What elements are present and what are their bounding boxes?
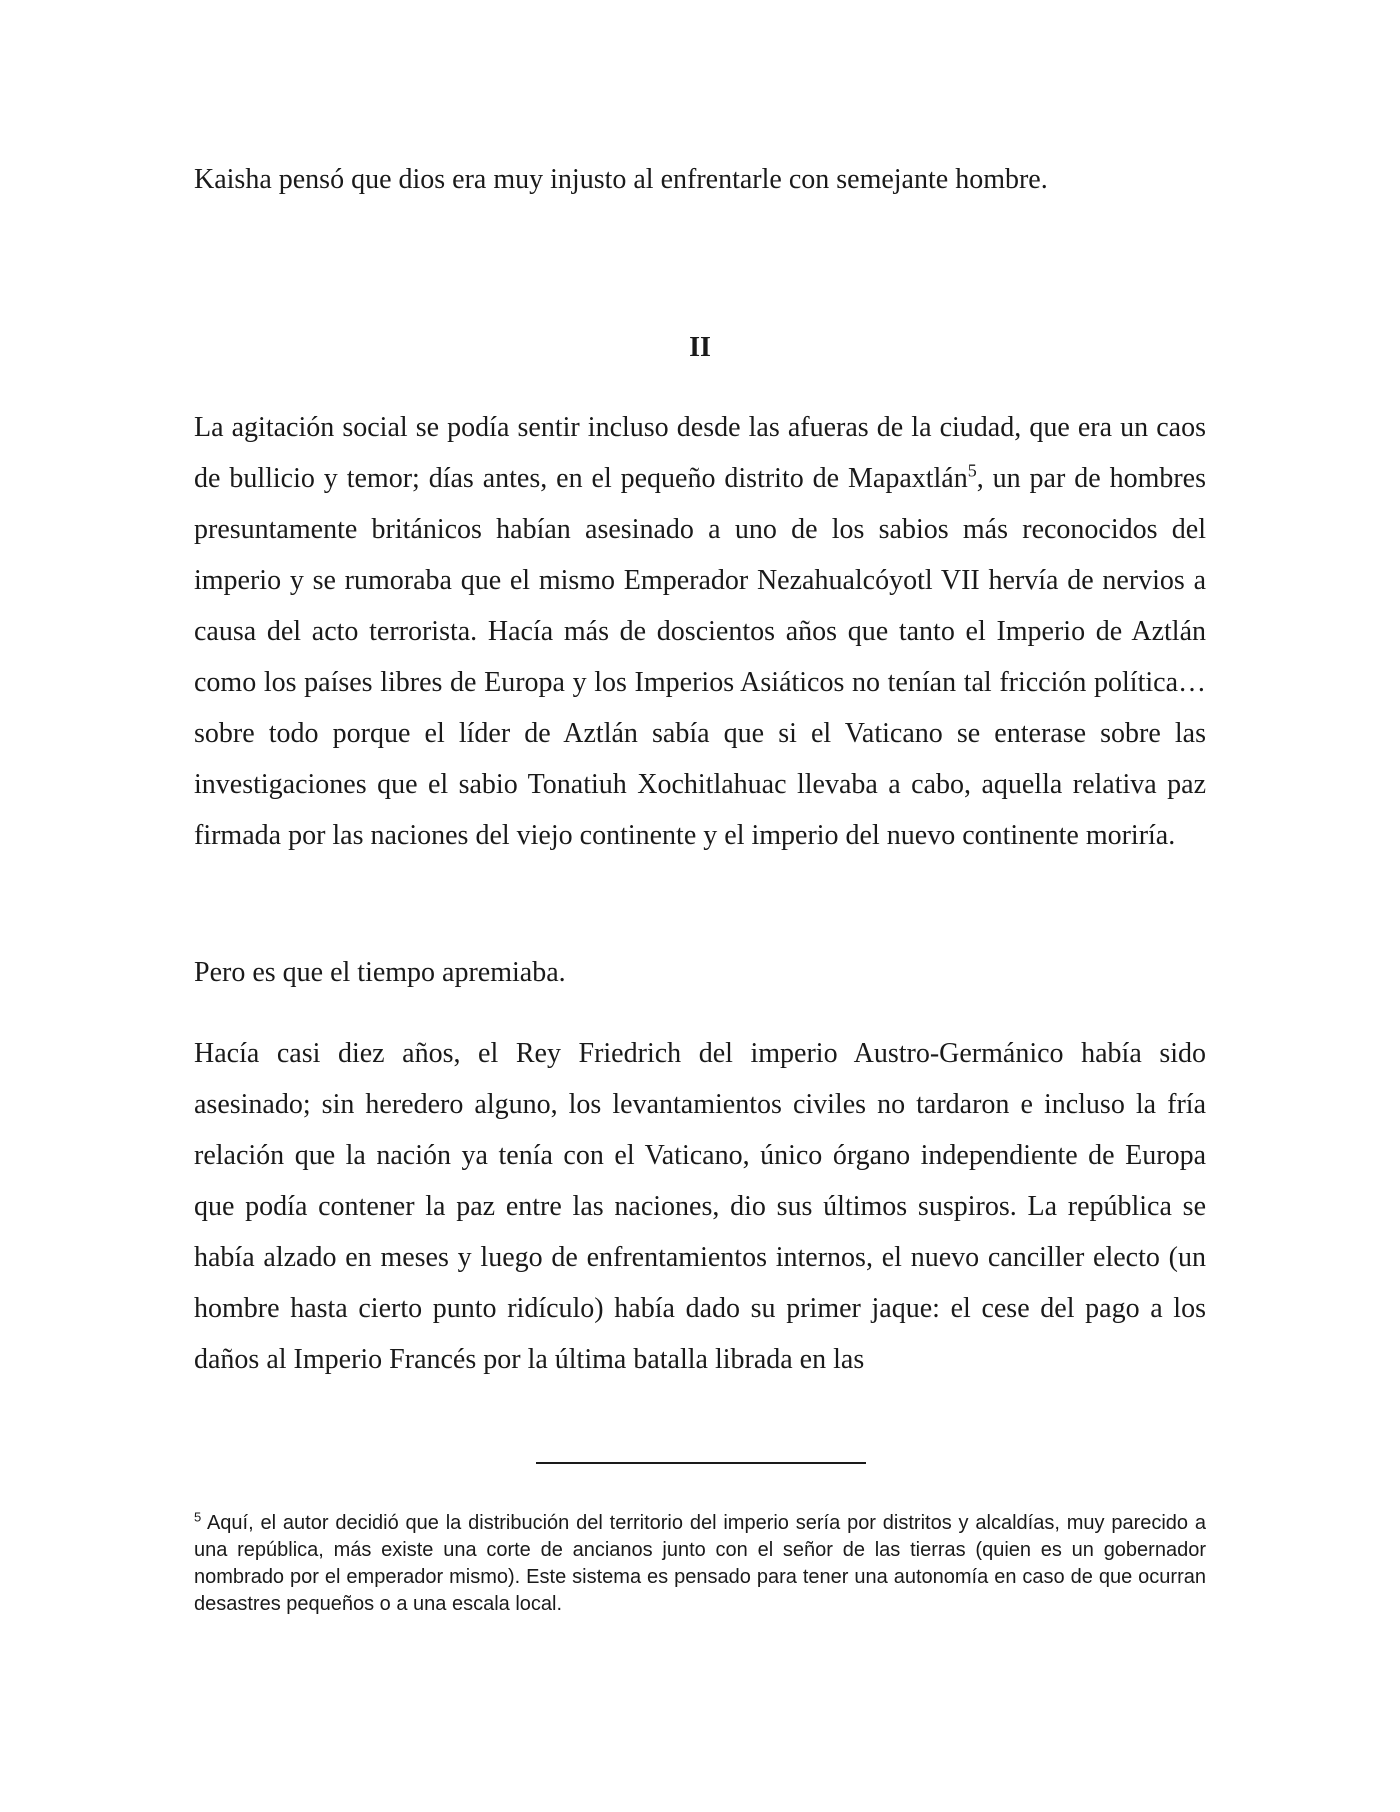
paragraph-2: Pero es que el tiempo apremiaba.	[194, 957, 566, 988]
chapter-heading: II	[689, 332, 711, 363]
paragraph-1-text-start: La agitación social se podía sentir incluso desde las afueras de la ciudad, que era un caos de bullicio y temor; días antes, en el pequeño distrito de Mapaxtlán	[194, 412, 1206, 494]
opening-line: Kaisha pensó que dios era muy injusto al enfrentarle con semejante hombre.	[194, 164, 1048, 195]
footnote-reference[interactable]: 5	[967, 460, 977, 481]
footnote-divider	[536, 1462, 866, 1464]
footnote-text: Aquí, el autor decidió que la distribución del territorio del imperio sería por distritos y alcaldías, muy parecido a una república, más existe una corte de ancianos junto con el señor de las tierras (quien es un gobernador nombrado por el emperador mismo). Este sistema es pensado para tener una autonomía en caso de que ocurran desastres pequeños o a una escala local.	[194, 1512, 1206, 1615]
paragraph-1-text-end: , un par de hombres presuntamente británicos habían asesinado a uno de los sabios más reconocidos del imperio y se rumoraba que el mismo Emperador Nezahualcóyotl VII hervía de nervios a causa del acto terrorista. Hacía más de doscientos años que tanto el Imperio de Aztlán como los países libres de Europa y los Imperios Asiáticos no tenían tal fricción política… sobre todo porque el líder de Aztlán sabía que si el Vaticano se enterase sobre las investigaciones que el sabio Tonatiuh Xochitlahuac llevaba a cabo, aquella relativa paz firmada por las naciones del viejo continente y el imperio del nuevo continente moriría.	[194, 463, 1206, 851]
footnote	[194, 1510, 1206, 1618]
paragraph-1	[194, 402, 1206, 861]
footnote-marker: 5	[194, 1509, 202, 1525]
paragraph-3: Hacía casi diez años, el Rey Friedrich del imperio Austro-Germánico había sido asesinado; sin heredero alguno, los levantamientos civiles no tardaron e incluso la fría relación que la nación ya tenía con el Vaticano, único órgano independiente de Europa que podía contener la paz entre las naciones, dio sus últimos suspiros. La república se había alzado en meses y luego de enfrentamientos internos, el nuevo canciller electo (un hombre hasta cierto punto ridículo) había dado su primer jaque: el cese del pago a los daños al Imperio Francés por la última batalla librada en las	[194, 1038, 1206, 1375]
